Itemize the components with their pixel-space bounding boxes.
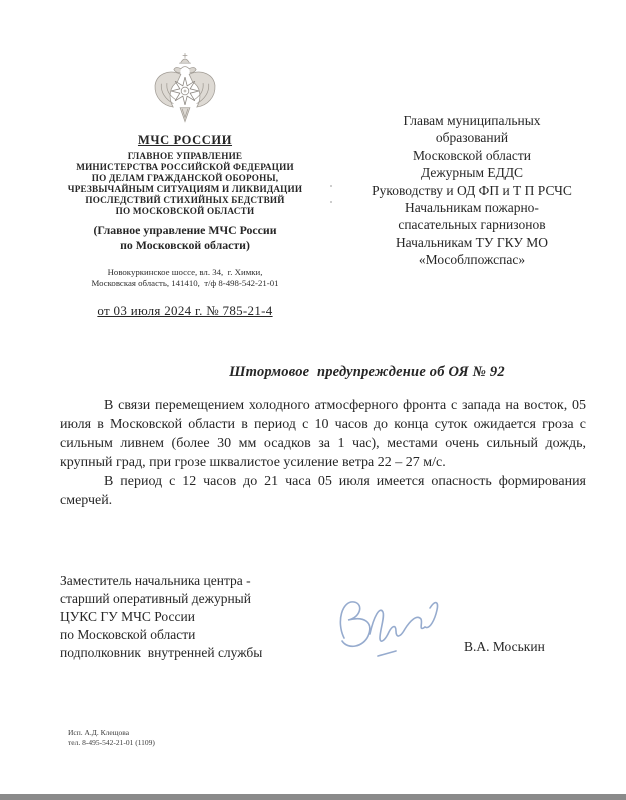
org-paren-line: (Главное управление МЧС России [93, 223, 277, 237]
recipient-line: Начальникам пожарно- [405, 200, 539, 216]
recipient-line: Дежурным ЕДДС [420, 165, 524, 181]
signer-name: В.А. Моськин [464, 639, 545, 654]
recipient-line: Начальникам ТУ ГКУ МО [395, 234, 549, 250]
handwritten-signature [322, 586, 470, 678]
body-text [60, 396, 586, 510]
org-name-line: ПО ДЕЛАМ ГРАЖДАНСКОЙ ОБОРОНЫ, [91, 173, 279, 183]
signer-position-block [60, 572, 360, 662]
letter-date-number: от 03 июля 2024 г. № 785-21-4 [97, 303, 273, 318]
org-paren-line: по Московской области) [120, 237, 250, 252]
executor-name: Исп. А.Д. Клещова [68, 728, 130, 737]
recipient-line: образований [435, 130, 509, 146]
org-name-line: МИНИСТЕРСТВА РОССИЙСКОЙ ФЕДЕРАЦИИ [76, 162, 294, 172]
recipient-line: Московской области [412, 147, 531, 163]
org-address-line: Новокуркинское шоссе, вл. 34, г. Химки, [107, 267, 263, 277]
org-name-line: ПО МОСКОВСКОЙ ОБЛАСТИ [115, 206, 255, 216]
recipients-block [336, 112, 608, 269]
scan-specks [330, 185, 334, 207]
signer-position-line: ЦУКС ГУ МЧС России [60, 609, 195, 624]
signer-position-line: по Московской области [60, 627, 196, 642]
org-address-line: Московская область, 141410, т/ф 8-498-542-21-01 [91, 278, 279, 288]
signer-position-line: старший оперативный дежурный [60, 591, 251, 606]
document-title: Штормовое предупреждение об ОЯ № 92 [229, 364, 505, 380]
signer-position-line: подполковник внутренней службы [60, 645, 263, 660]
recipient-line: Главам муниципальных [403, 113, 541, 128]
org-name-line: ПОСЛЕДСТВИЙ СТИХИЙНЫХ БЕДСТВИЙ [85, 195, 285, 205]
org-name-line: ЧРЕЗВЫЧАЙНЫМ СИТУАЦИЯМ И ЛИКВИДАЦИИ [67, 184, 303, 194]
recipient-line: Руководству и ОД ФП и Т П РСЧС [372, 182, 572, 198]
org-name-line: ГЛАВНОЕ УПРАВЛЕНИЕ [127, 151, 243, 161]
recipient-line: спасательных гарнизонов [398, 217, 546, 233]
scan-edge-bar [0, 794, 626, 800]
org-short-name: МЧС РОССИИ [137, 133, 233, 147]
executor-phone: тел. 8-495-542-21-01 (1109) [68, 737, 155, 747]
sender-block [38, 133, 332, 319]
recipient-line: «Мособлпожспас» [418, 252, 526, 268]
mchs-emblem-icon [150, 52, 220, 130]
signer-position-line: Заместитель начальника центра - [60, 573, 251, 588]
executor-block [68, 728, 155, 747]
body-paragraph: В период с 12 часов до 21 часа 05 июля имеется опасность формирования смерчей. [60, 474, 586, 508]
body-paragraph: В связи перемещением холодного атмосферного фронта с запада на восток, 05 июля в Московской области в период с 10 часов до конца суток ожидается гроза с сильным ливнем (более 30 мм осадков за 1 час), местами очень сильный дождь, крупный град, при грозе шквалистое усиление ветра 22 – 27 м/с. [60, 398, 586, 470]
